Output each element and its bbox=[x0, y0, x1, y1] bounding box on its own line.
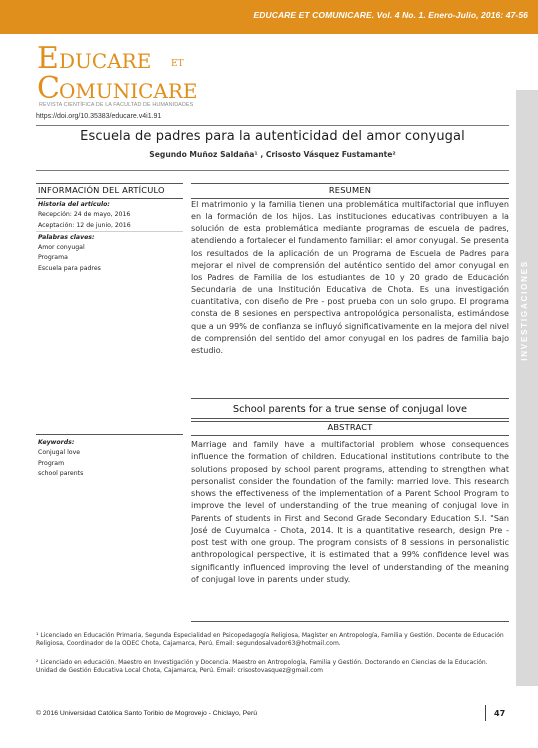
abstract-heading: ABSTRACT bbox=[327, 422, 373, 432]
keyword-en: school parents bbox=[38, 469, 84, 477]
logo-line1-rest: DUCARE bbox=[59, 49, 152, 73]
page-number-divider bbox=[485, 705, 486, 721]
article-title: Escuela de padres para la autenticidad del amor conyugal bbox=[80, 129, 465, 144]
footnotes bbox=[36, 632, 506, 686]
keywords-es-label: Palabras claves: bbox=[38, 233, 95, 241]
doi-link[interactable]: https://doi.org/10.35383/educare.v4i1.91 bbox=[36, 113, 162, 120]
english-title: School parents for a true sense of conjugal love bbox=[232, 404, 468, 415]
logo-line1-initial: E bbox=[37, 41, 59, 76]
keywords-en-rule bbox=[36, 434, 183, 435]
keyword-en: Conjugal love bbox=[38, 449, 81, 457]
english-title-rule bbox=[191, 418, 509, 419]
info-divider bbox=[36, 231, 183, 232]
info-heading: INFORMACIÓN DEL ARTÍCULO bbox=[38, 185, 165, 195]
history-label: Historia del artículo: bbox=[38, 201, 110, 208]
title-top-rule bbox=[36, 125, 509, 126]
keyword-es: Amor conyugal bbox=[38, 244, 85, 252]
logo-line2-initial: C bbox=[37, 71, 60, 104]
page-number: 47 bbox=[494, 709, 506, 718]
logo-et: ET bbox=[171, 59, 184, 69]
journal-running-title: EDUCARE ET COMUNICARE. Vol. 4 No. 1. Enero-Julio, 2016: 47-56 bbox=[253, 10, 528, 20]
keywords-en-label: Keywords: bbox=[38, 439, 75, 446]
keyword-es: Programa bbox=[38, 254, 68, 262]
abstract-bottom-rule bbox=[191, 621, 509, 622]
accepted-date: Aceptación: 12 de junio, 2016 bbox=[38, 221, 131, 229]
footnote: ² Licenciado en educación. Maestro en Investigación y Docencia. Maestro en Antropología, Familia y Gestión. Doctorando en Ciencias de la Educación. Unidad de Gestión Educativa Local Chota, Cajamarca, Perú. Email: crisostovasquez@gmail.com bbox=[36, 658, 488, 675]
journal-header-bar bbox=[0, 0, 538, 34]
resumen-heading: RESUMEN bbox=[328, 185, 372, 195]
keywords-en-block bbox=[38, 438, 83, 479]
resumen-text: El matrimonio y la familia tienen una problemática multifactorial que influyen en la formación de los hijos. Las instituciones educativas contribuyen a la solución de esta problemática mediante programas de escuela de padres, atendiendo a fortalecer el fundamento familiar: el amor conyugal. Se presenta los resultados de la aplicación de un Programa de Escuela de Padres para mejorar el nivel de comprensión del auténtico sentido del amor conyugal en los Padres de Familia de los estudiantes de 10 y 20 grado de Educación Secundaria de una Institución Educativa de Chota. Es una investigación cuantitativa, con diseño de Pre - post prueba con un solo grupo. El programa consta de 8 sesiones en perspectiva antropológica personalista, estimándose que a un 99% de confianza se influyó significativamente en la mejora del nivel de comprensión del sentido del amor conyugal en los padres de familia bajo estudio. bbox=[191, 200, 509, 355]
section-label: INVESTIGACIONES bbox=[520, 260, 529, 361]
keyword-en: Program bbox=[38, 459, 65, 467]
received-date: Recepción: 24 de mayo, 2016 bbox=[38, 211, 131, 219]
section-sidebar bbox=[516, 90, 538, 686]
journal-logo bbox=[35, 40, 275, 115]
article-authors: Segundo Muñoz Saldaña¹ , Crisosto Vásquez Fustamante² bbox=[149, 150, 396, 159]
article-history bbox=[38, 200, 131, 274]
logo-subtitle: REVISTA CIENTÍFICA DE LA FACULTAD DE HUMANIDADES bbox=[39, 102, 194, 108]
abstract-text: Marriage and family have a multifactorial problem whose consequences influence the formation of children. Educational institutions contribute to the solutions proposed by school parent programs, attending to strengthen what personalist consider the foundation of the family: married love. This research shows the effectiveness of the implementation of a Parent School Program to improve the level of understanding of the true meaning of conjugal love in Parents of students in First and Second Grade Secondary Education S.I. "San José de Cuyumalca - Chota, 2014. It is a quantitative research, design Pre - post test with one group. The program consists of 8 sessions in personalistic anthropological perspective, it is estimated that a 99% confidence level was significantly influenced improving the level of understanding of the meaning of conjugal love in parents under study. bbox=[191, 440, 509, 584]
resumen-bottom-rule bbox=[191, 398, 509, 399]
logo-line2-rest: OMUNICARE bbox=[59, 79, 198, 103]
copyright-footer: © 2016 Universidad Católica Santo Toribio de Mogrovejo - Chiclayo, Perú bbox=[36, 710, 257, 717]
title-bottom-rule bbox=[36, 170, 509, 171]
journal-logo-wordmark bbox=[35, 40, 275, 104]
keyword-es: Escuela para padres bbox=[38, 264, 101, 272]
footnote: ¹ Licenciado en Educación Primaria, Segunda Especialidad en Psicopedagogía Religiosa, Magíster en Antropología, Familia y Gestión. Docente de Educación Religiosa, Coordinador de la ODEC Chota, Cajamarca, Perú. Email: segundosalvador63@hotmail.com. bbox=[36, 632, 504, 648]
